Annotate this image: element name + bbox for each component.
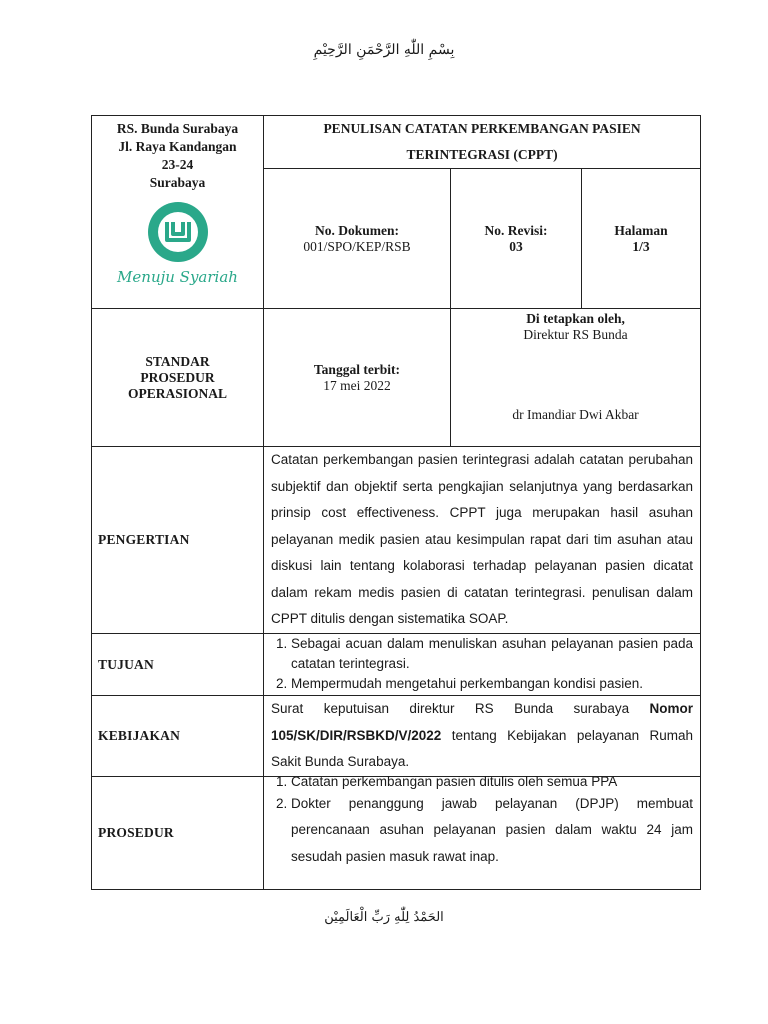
revision-value: 03 [509,238,523,254]
hospital-name: RS. Bunda Surabaya [116,121,239,136]
tujuan-item: 1. Sebagai acuan dalam menuliskan asuhan pelayanan pasien pada catatan terintegrasi. [291,634,693,674]
doc-number-label: No. Dokumen: [314,222,399,238]
approval-signatory: dr Imandiar Dwi Akbar [512,407,639,422]
sop-label-line2: PROSEDUR [140,369,215,385]
header-basmala: بِسْمِ اللّٰهِ الرَّحْمَنِ الرَّحِيْمِ [313,42,455,58]
document-title [264,116,701,169]
page-cell [582,169,701,309]
kebijakan-suffix: tentang Kebijakan pelayanan Rumah Sakit Bunda Surabaya. [271,727,694,769]
sop-table [91,115,701,890]
kebijakan-decree-number: Nomor 105/SK/DIR/RSBKD/V/2022 [271,701,694,743]
footer-hamdalah: الحَمْدُ لِلّٰهِ رَبِّ الْعَالَمِيْن [324,910,444,925]
issue-date-cell [264,309,451,447]
prosedur-item: 2. Dokter penanggung jawab pelayanan (DPJP) membuat perencanaan asuhan pelayanan pasien dalam waktu 24 jam sesudah pasien masuk rawat inap. [291,791,693,871]
doc-number-value: 001/SPO/KEP/RSB [303,238,411,254]
revision-cell [451,169,582,309]
tujuan-content [264,634,701,696]
sop-type-cell [92,309,264,447]
kebijakan-label: KEBIJAKAN [92,696,264,777]
hospital-logo-icon [143,200,213,264]
hospital-city: Surabaya [149,175,206,190]
hospital-address-line2: 23-24 [161,157,194,172]
approval-title: Direktur RS Bunda [523,327,628,342]
prosedur-content [264,773,701,889]
tujuan-item: 2. Mempermudah mengetahui perkembangan kondisi pasien. [291,674,693,694]
kebijakan-text [264,696,701,777]
page-label: Halaman [614,222,668,238]
pengertian-label: PENGERTIAN [92,447,264,634]
document-title-line1: PENULISAN CATATAN PERKEMBANGAN PASIEN [323,121,641,136]
approval-cell [451,309,701,447]
kebijakan-prefix: Surat keputuisan direktur RS Bunda surabaya [271,701,650,716]
logo-tagline: Menuju Syariah [117,268,238,286]
issue-date-label: Tanggal terbit: [313,361,401,377]
document-title-line2: TERINTEGRASI (CPPT) [406,147,558,162]
hospital-address-line1: Jl. Raya Kandangan [118,139,237,154]
pengertian-text: Catatan perkembangan pasien terintegrasi adalah catatan perubahan subjektif dan objektif serta pengkajian selanjutnya yang berdasarkan prinsip cost effectiveness. CPPT juga merupakan hasil asuhan pelayanan medik pasien atau kesimpulan rapat dari tim asuhan atau diskusi lain tentang kolaborasi terhadap pelayanan pasien dicatat dalam rekam medis pasien di catatan terintegrasi. penulisan dalam CPPT ditulis dengan sistematika SOAP. [264,447,701,634]
sop-label-line3: OPERASIONAL [127,385,227,401]
approval-label: Di tetapkan oleh, [526,311,625,326]
sop-label-line1: STANDAR [145,353,210,369]
prosedur-item: 1. Catatan perkembangan pasien ditulis oleh semua PPA [291,773,693,791]
doc-number-cell [264,169,451,309]
prosedur-label: PROSEDUR [92,776,264,889]
issue-date-value: 17 mei 2022 [323,377,391,393]
tujuan-label: TUJUAN [92,634,264,696]
revision-label: No. Revisi: [484,222,548,238]
page-value: 1/3 [632,238,650,254]
hospital-info-cell [92,116,264,309]
hospital-logo [92,200,263,286]
